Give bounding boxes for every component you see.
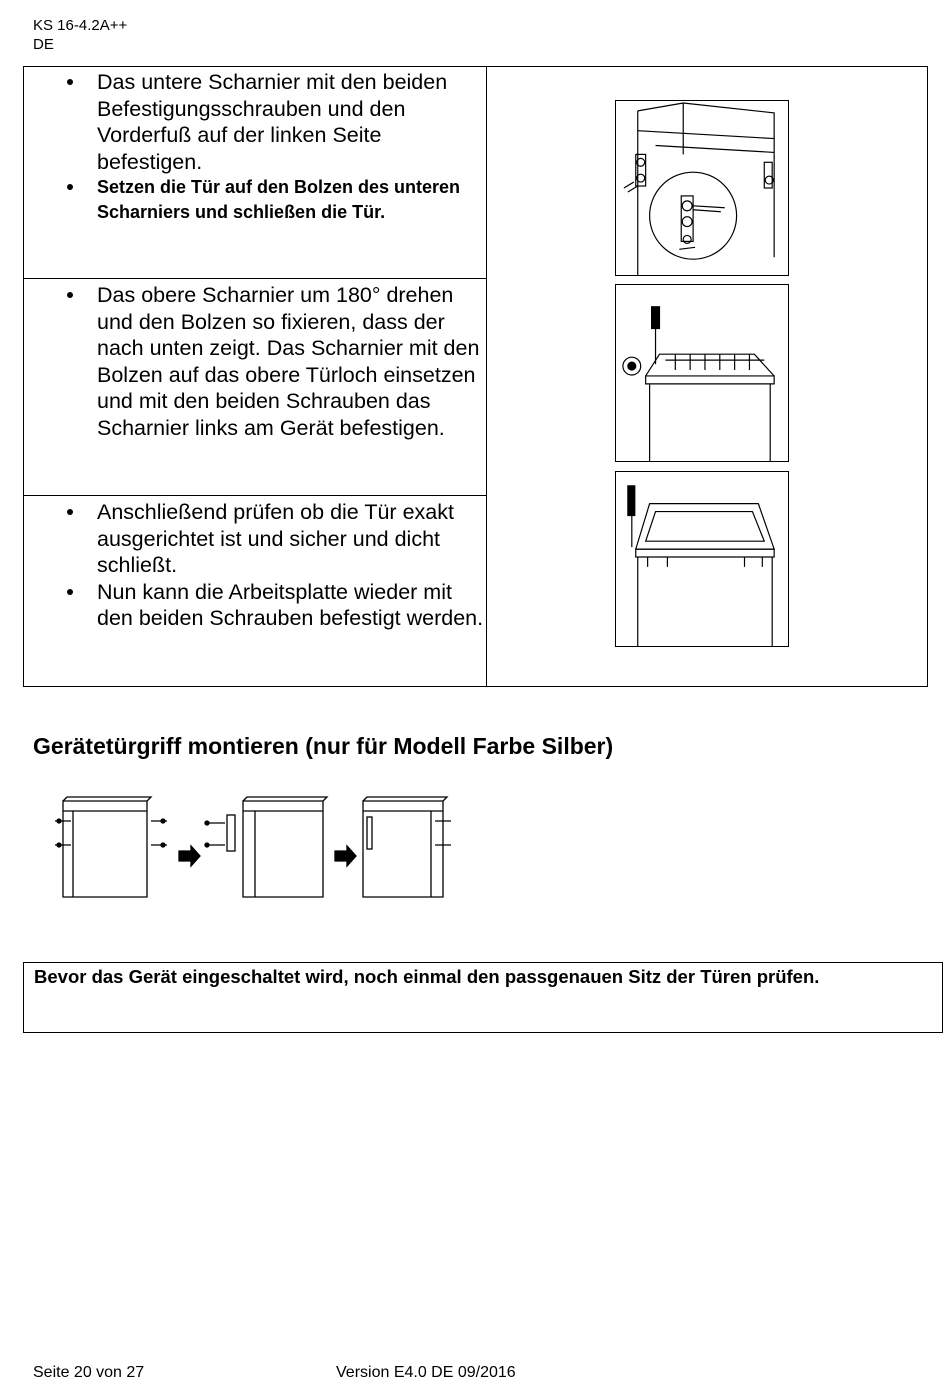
page-number: Seite 20 von 27	[33, 1364, 145, 1381]
step-cell-3	[24, 496, 486, 686]
model-number: KS 16-4.2A++	[33, 17, 128, 34]
step-cell-1	[24, 67, 486, 279]
list-item: Das untere Scharnier mit den beiden Befestigungsschrauben und den Vorderfuß auf der linken Seite befestigen.	[24, 69, 486, 175]
worktop-screwdriver-illustration	[615, 471, 789, 647]
notice-text: Bevor das Gerät eingeschaltet wird, noch einmal den passgenauen Sitz der Türen prüfen.	[34, 966, 820, 987]
list-item: Nun kann die Arbeitsplatte wieder mit den beiden Schrauben befestigt werden.	[24, 579, 486, 632]
step-list-3	[24, 499, 486, 632]
section-title: Gerätetürgriff montieren (nur für Modell Farbe Silber)	[33, 733, 614, 759]
list-item: Das obere Scharnier um 180° drehen und den Bolzen so fixieren, dass der nach unten zeigt. Das Scharnier mit den Bolzen auf das obere Türloch einsetzen und mit den beiden Schrauben das Scharnier links am Gerät befestigen.	[24, 282, 486, 441]
upper-hinge-drawing	[616, 285, 788, 461]
language-code: DE	[33, 36, 54, 53]
step-list-1	[24, 69, 486, 224]
instruction-table	[23, 66, 928, 687]
list-item: Setzen die Tür auf den Bolzen des unteren Scharniers und schließen die Tür.	[24, 175, 486, 224]
lower-hinge-illustration	[615, 100, 789, 276]
notice-box	[23, 962, 943, 1033]
instruction-text-column	[24, 67, 487, 686]
worktop-drawing	[616, 472, 788, 646]
step-cell-2	[24, 279, 486, 496]
version-info: Version E4.0 DE 09/2016	[336, 1364, 516, 1381]
list-item: Anschließend prüfen ob die Tür exakt ausgerichtet ist und sicher und dicht schließt.	[24, 499, 486, 579]
document-header	[33, 16, 127, 54]
handle-mounting-drawing	[55, 793, 455, 903]
lower-hinge-drawing	[616, 101, 788, 275]
door-handle-mounting-illustration	[55, 793, 455, 908]
step-list-2	[24, 282, 486, 441]
upper-hinge-screwdriver-illustration	[615, 284, 789, 462]
